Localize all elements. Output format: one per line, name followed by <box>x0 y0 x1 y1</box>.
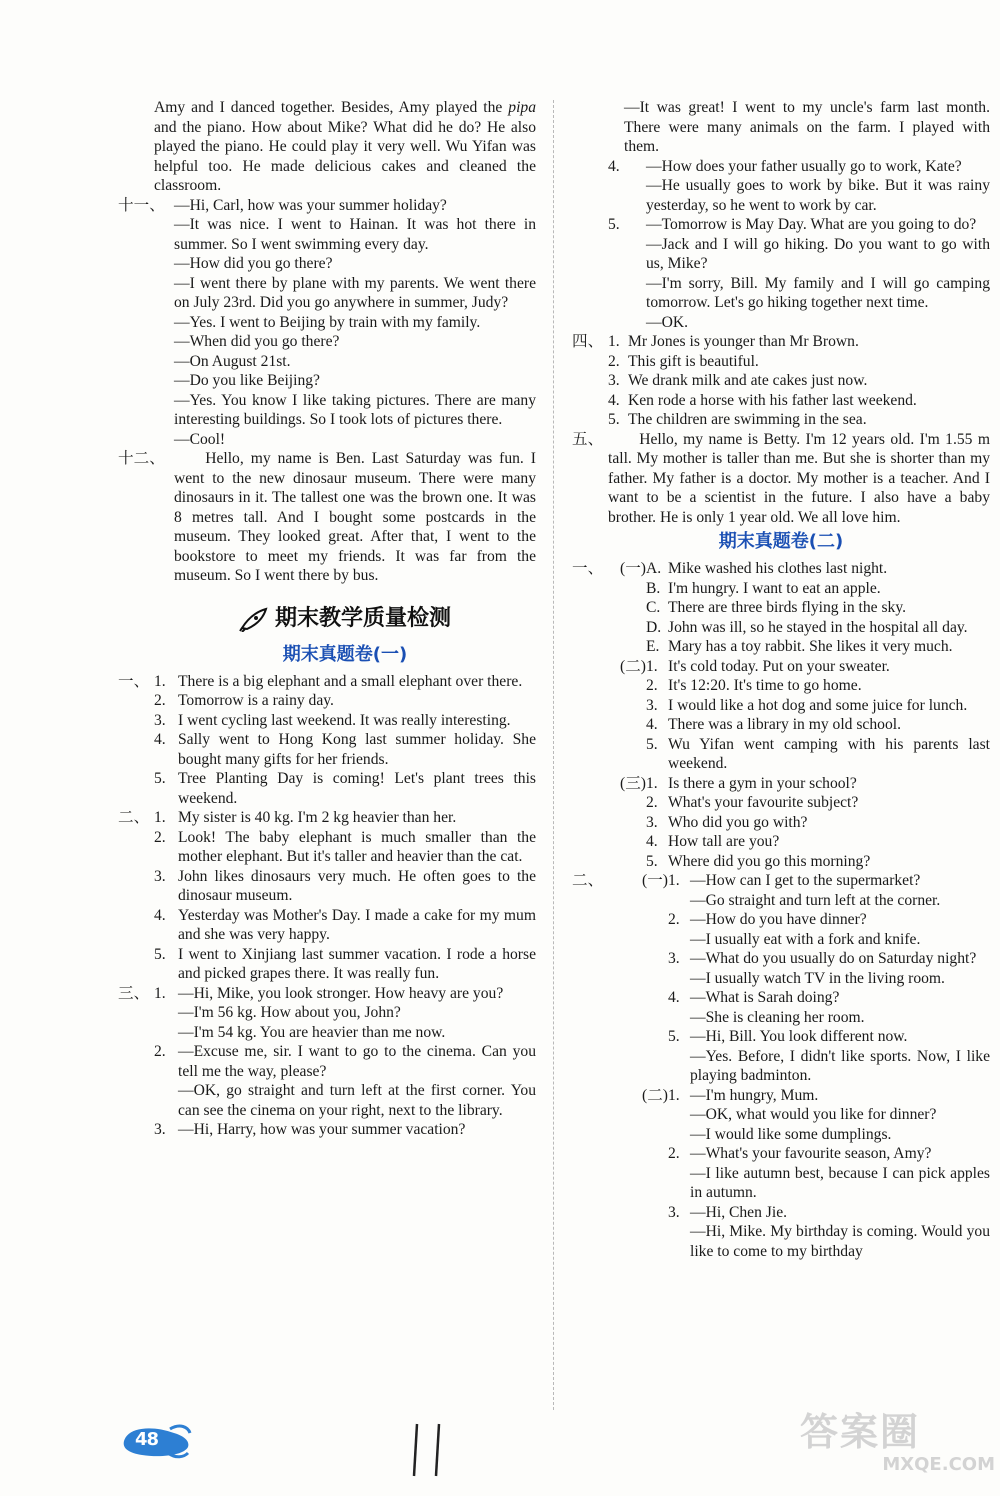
exam2-title: 期末真题卷(二) <box>718 531 844 552</box>
dialog-text: —OK, go straight and turn left at the first corner. You can see the cinema on your right, next to the library. <box>178 1082 536 1119</box>
item-number: 1. <box>154 672 166 690</box>
answer-item <box>572 1144 990 1203</box>
item-body <box>628 332 990 352</box>
item-body <box>178 828 536 867</box>
item-text: I went cycling last weekend. It was really interesting. <box>178 711 511 729</box>
dialog-text: —How do you have dinner? <box>690 911 867 928</box>
answer-item <box>572 657 990 677</box>
group-label: (三) <box>620 774 646 792</box>
dialog-text: —Hi, Bill. You look different now. <box>690 1028 908 1045</box>
section-mark: 十二、 <box>118 450 165 467</box>
item-number: 5. <box>608 411 620 428</box>
item-number: 1. <box>668 872 680 889</box>
answer-item <box>572 715 990 735</box>
item-body <box>690 871 990 910</box>
exam2-section-1 <box>572 559 990 871</box>
dialog-text: —I usually watch TV in the living room. <box>690 969 945 987</box>
answer-item <box>118 984 536 1043</box>
item-number: 2. <box>608 352 620 370</box>
item-body <box>178 691 536 711</box>
item-number: 2. <box>668 1145 680 1162</box>
section-mark: 十一、 <box>118 196 165 214</box>
item-body <box>668 813 990 833</box>
item-number: 5. <box>646 735 658 753</box>
item-body <box>178 808 536 828</box>
item-number: 2. <box>646 794 658 811</box>
dialog-text: —Hi, Mike. My birthday is coming. Would you like to come to my birthday <box>690 1223 990 1260</box>
answer-item <box>572 559 990 579</box>
dialog-text: —I went there by plane with my parents. We went there on July 23rd. Did you go anywhere in summer, Judy? <box>174 274 536 311</box>
item-body <box>668 559 990 579</box>
dialog-text: —When did you go there? <box>174 333 340 350</box>
item-body <box>668 715 990 735</box>
item-text: John likes dinosaurs very much. He often goes to the dinosaur museum. <box>178 867 536 904</box>
paragraph-text: Hello, my name is Ben. Last Saturday was fun. I went to the new dinosaur museum. There were many dinosaurs in it. The tallest one was the brown one. It was 8 metres tall. And I bought some postcards in the museum. They looked great. After that, I went to the bookstore to meet my friends. It was far from the museum. So I went there by bus. <box>174 450 536 584</box>
item-body <box>178 730 536 769</box>
item-number: 5. <box>608 216 620 233</box>
answer-item <box>572 910 990 949</box>
answer-item <box>572 618 990 638</box>
item-number: 5. <box>154 945 166 963</box>
item-number: 3. <box>154 711 166 729</box>
answer-item <box>572 676 990 696</box>
dialog-line <box>118 391 536 430</box>
item-number: B. <box>646 579 661 597</box>
item-body <box>690 1027 990 1086</box>
item-body <box>668 637 990 657</box>
item-text: Is there a gym in your school? <box>668 774 857 792</box>
item-number: 1. <box>154 984 166 1002</box>
section-mark: 二、 <box>572 872 604 889</box>
item-body <box>178 906 536 945</box>
item-body <box>178 945 536 984</box>
dialog-line <box>118 430 536 450</box>
answer-item <box>118 769 536 808</box>
answer-item <box>572 735 990 774</box>
item-text: Yesterday was Mother's Day. I made a cake for my mum and she was very happy. <box>178 906 536 943</box>
item-body <box>178 672 536 692</box>
section-11 <box>118 196 536 450</box>
item-body <box>178 1120 536 1140</box>
item-body <box>628 410 990 430</box>
item-body <box>690 1144 990 1203</box>
answer-item <box>572 793 990 813</box>
dialog-text: —Yes. I went to Beijing by train with my family. <box>174 313 481 331</box>
right-column <box>572 98 990 1261</box>
item-text: Sally went to Hong Kong last summer holiday. She bought many gifts for her friends. <box>178 731 536 768</box>
item-number: 3. <box>668 950 680 967</box>
dialog-text: —I would like some dumplings. <box>690 1125 892 1143</box>
answer-item <box>572 352 990 372</box>
item-number: E. <box>646 638 660 655</box>
group-label: (二) <box>642 1086 668 1104</box>
item-number: A. <box>646 560 662 577</box>
exam1-title: 期末真题卷(一) <box>282 643 408 665</box>
dialog-text: —Yes. Before, I didn't like sports. Now, I like playing badminton. <box>690 1047 990 1084</box>
paragraph-row <box>118 449 536 586</box>
dialog-line <box>118 313 536 333</box>
pipa-word: pipa <box>508 99 536 116</box>
item-number: 4. <box>646 716 658 733</box>
dialog-text: —Hi, Chen Jie. <box>690 1203 788 1221</box>
rocket-icon <box>239 606 269 632</box>
item-text: There are three birds flying in the sky. <box>668 599 907 616</box>
intro-paragraph: Amy and I danced together. Besides, Amy played the pipa and the piano. How about Mike? What did he do? He also played the piano. He could play it very well. Wu Yifan was helpful too. He made delicious cakes and cleaned the classroom. <box>154 99 536 194</box>
item-text: My sister is 40 kg. I'm 2 kg heavier than her. <box>178 809 457 826</box>
item-number: 3. <box>668 1203 680 1221</box>
left-column <box>118 98 536 1140</box>
section-mark: 一、 <box>572 560 604 577</box>
item-text: How tall are you? <box>668 833 780 850</box>
dialog-line <box>118 196 536 216</box>
dialog-line <box>118 274 536 313</box>
dialog-text: —OK, what would you like for dinner? <box>690 1106 937 1123</box>
item-body <box>690 910 990 949</box>
dialog-line <box>118 215 536 254</box>
answer-item <box>118 672 536 692</box>
dialog-text: —What is Sarah doing? <box>690 989 840 1006</box>
item-text: It's cold today. Put on your sweater. <box>668 657 890 675</box>
item-text: Mary has a toy rabbit. She likes it very much. <box>668 638 953 655</box>
answer-item <box>118 711 536 731</box>
dialog-text: —I'm 56 kg. How about you, John? <box>178 1004 401 1021</box>
dialog-text: —Yes. You know I like taking pictures. There are many interesting buildings. So I took lots of pictures there. <box>174 391 536 428</box>
answer-item <box>118 1120 536 1140</box>
item-body <box>178 769 536 808</box>
item-body <box>668 774 990 794</box>
item-text: Mr Jones is younger than Mr Brown. <box>628 333 859 350</box>
answer-item <box>118 906 536 945</box>
item-text: Mike washed his clothes last night. <box>668 560 888 577</box>
item-text: There is a big elephant and a small elephant over there. <box>178 672 523 690</box>
item-body <box>668 676 990 696</box>
answer-item <box>572 696 990 716</box>
item-body <box>178 867 536 906</box>
dialog-text: —Cool! <box>174 430 226 448</box>
answer-item <box>118 808 536 828</box>
item-text: I'm hungry. I want to eat an apple. <box>668 579 881 597</box>
item-body <box>646 157 990 216</box>
group-label: (一) <box>620 560 646 577</box>
item-body <box>628 352 990 372</box>
item-body <box>668 852 990 872</box>
item-number: C. <box>646 599 661 616</box>
item-number: 4. <box>646 833 658 850</box>
item-body <box>668 832 990 852</box>
dialog-text: —On August 21st. <box>174 352 291 370</box>
item-text: The children are swimming in the sea. <box>628 411 867 428</box>
answer-item <box>572 579 990 599</box>
answer-item <box>572 852 990 872</box>
dialog-text: —What's your favourite season, Amy? <box>690 1145 932 1162</box>
item-text: I went to Xinjiang last summer vacation. I rode a horse and picked grapes there. It was really fun. <box>178 945 536 982</box>
item-number: 4. <box>608 157 620 175</box>
item-number: 1. <box>608 333 620 350</box>
item-number: 4. <box>668 989 680 1006</box>
group-label: (二) <box>620 657 646 675</box>
item-body <box>668 735 990 774</box>
dialog-text: —I'm sorry, Bill. My family and I will go camping tomorrow. Let's go hiking together next time. <box>646 274 990 311</box>
item-text: Who did you go with? <box>668 813 808 831</box>
item-body <box>668 618 990 638</box>
item-body <box>668 579 990 599</box>
item-number: 3. <box>154 867 166 885</box>
dialog-text: —She is cleaning her room. <box>690 1008 865 1026</box>
item-body <box>690 1086 990 1145</box>
answer-item <box>572 332 990 352</box>
exam1-section-5 <box>572 430 990 528</box>
item-number: 1. <box>668 1086 680 1104</box>
dialog-text: —Hi, Carl, how was your summer holiday? <box>174 196 447 214</box>
dialog-text: —How does your father usually go to work, Kate? <box>646 157 962 175</box>
dialog-text: —Hi, Harry, how was your summer vacation? <box>178 1121 466 1138</box>
dialog-text: —Tomorrow is May Day. What are you going to do? <box>646 216 977 233</box>
answer-item <box>572 371 990 391</box>
item-number: 2. <box>668 911 680 928</box>
item-body <box>178 1042 536 1120</box>
answer-item <box>572 215 990 332</box>
exam1-section-1 <box>118 672 536 809</box>
item-text: Wu Yifan went camping with his parents last weekend. <box>668 735 990 772</box>
item-text: I would like a hot dog and some juice for lunch. <box>668 696 968 714</box>
exam1-section-4 <box>572 332 990 430</box>
answer-item <box>572 1086 990 1145</box>
item-number: 1. <box>646 774 658 792</box>
answer-item <box>572 871 990 910</box>
column-divider <box>553 100 554 1410</box>
dialog-line <box>118 332 536 352</box>
item-text: Tomorrow is a rainy day. <box>178 692 334 709</box>
answer-item <box>572 832 990 852</box>
item-body <box>628 371 990 391</box>
exam1-section-3-continued <box>572 157 990 333</box>
answer-item <box>118 867 536 906</box>
section-mark: 三、 <box>118 984 150 1002</box>
item-text: There was a library in my old school. <box>668 716 901 733</box>
item-number: 5. <box>646 852 658 870</box>
item-number: 5. <box>668 1028 680 1045</box>
exam2-section-2 <box>572 871 990 1261</box>
answer-item <box>572 391 990 411</box>
answer-item <box>572 1027 990 1086</box>
dialog-line <box>118 371 536 391</box>
answer-item <box>572 157 990 216</box>
answer-item <box>572 598 990 618</box>
dialog-line <box>118 254 536 274</box>
item-text: Ken rode a horse with his father last weekend. <box>628 391 917 409</box>
answer-item <box>118 730 536 769</box>
dialog-text: —Excuse me, sir. I want to go to the cinema. Can you tell me the way, please? <box>178 1043 536 1080</box>
answer-item <box>572 813 990 833</box>
page-number: 48 <box>135 1429 159 1450</box>
answer-item <box>118 945 536 984</box>
item-number: 3. <box>608 372 620 389</box>
item-text: Where did you go this morning? <box>668 852 871 870</box>
item-number: 4. <box>154 906 166 924</box>
item-body <box>690 949 990 988</box>
item-number: 3. <box>646 813 658 831</box>
dialog-text: —Do you like Beijing? <box>174 372 320 389</box>
watermark: 答案圈 MXQE.COM <box>800 1410 995 1475</box>
section-12 <box>118 449 536 586</box>
item-text: We drank milk and ate cakes just now. <box>628 372 868 389</box>
item-body <box>668 696 990 716</box>
dialog-text: —Jack and I will go hiking. Do you want to go with us, Mike? <box>646 235 990 272</box>
continued-answer: —It was great! I went to my uncle's farm last month. There were many animals on the farm. I played with them. <box>624 99 990 155</box>
item-body <box>690 988 990 1027</box>
section-title: 期末教学质量检测 <box>154 604 536 634</box>
group-label: (一) <box>642 872 668 889</box>
dialog-text: —What do you usually do on Saturday night? <box>690 950 977 967</box>
paragraph-row <box>572 430 990 528</box>
item-number: 1. <box>154 809 166 826</box>
item-body <box>668 657 990 677</box>
answer-item <box>572 637 990 657</box>
item-number: 5. <box>154 770 166 787</box>
dialog-text: —Hi, Mike, you look stronger. How heavy are you? <box>178 984 504 1002</box>
dialog-text: —He usually goes to work by bike. But it was rainy yesterday, so he went to work by car. <box>646 177 990 214</box>
item-text: What's your favourite subject? <box>668 794 859 811</box>
dialog-text: —How did you go there? <box>174 255 333 272</box>
dialog-text: —I usually eat with a fork and knife. <box>690 930 921 948</box>
paragraph-text: Hello, my name is Betty. I'm 12 years old. I'm 1.55 m tall. My mother is taller than me. But she is shorter than my father. My father is a doctor. My mother is a teacher. And I want to be a scientist in the future. I also have a baby brother. He is only 1 year old. We all love him. <box>608 430 990 526</box>
item-body <box>668 793 990 813</box>
answer-item <box>118 691 536 711</box>
answer-item <box>572 1203 990 1262</box>
section-mark: 一、 <box>118 672 150 690</box>
section-mark: 二、 <box>118 809 150 826</box>
section-mark: 四、 <box>572 333 604 350</box>
answer-item <box>118 828 536 867</box>
item-number: 3. <box>646 696 658 714</box>
dialog-text: —How can I get to the supermarket? <box>690 872 921 889</box>
item-number: 2. <box>154 828 166 846</box>
item-number: 3. <box>154 1121 166 1138</box>
item-text: Look! The baby elephant is much smaller than the mother elephant. But it's taller and heavier than the cat. <box>178 828 536 865</box>
dialog-text: —I like autumn best, because I can pick apples in autumn. <box>690 1164 990 1201</box>
item-number: 4. <box>608 391 620 409</box>
item-text: This gift is beautiful. <box>628 352 759 370</box>
answer-item <box>572 774 990 794</box>
handwritten-mark <box>405 1420 455 1480</box>
item-body <box>628 391 990 411</box>
item-text: Tree Planting Day is coming! Let's plant trees this weekend. <box>178 770 536 807</box>
item-text: It's 12:20. It's time to go home. <box>668 677 862 694</box>
item-number: 2. <box>154 1043 166 1060</box>
dialog-text: —OK. <box>646 313 689 331</box>
item-body <box>178 711 536 731</box>
dialog-text: —It was nice. I went to Hainan. It was hot there in summer. So I went swimming every day. <box>174 216 536 253</box>
dialog-text: —I'm 54 kg. You are heavier than me now. <box>178 1023 446 1041</box>
section-mark: 五、 <box>572 430 604 448</box>
item-body <box>178 984 536 1043</box>
item-number: 2. <box>154 692 166 709</box>
answer-item <box>572 949 990 988</box>
dialog-text: —Go straight and turn left at the corner. <box>690 891 941 909</box>
item-number: 4. <box>154 731 166 748</box>
item-text: John was ill, so he stayed in the hospital all day. <box>668 618 968 636</box>
item-body <box>646 215 990 332</box>
answer-item <box>572 988 990 1027</box>
exam1-section-3 <box>118 984 536 1140</box>
answer-item <box>572 410 990 430</box>
item-body <box>690 1203 990 1262</box>
dialog-text: —I'm hungry, Mum. <box>690 1086 819 1104</box>
answer-item <box>118 1042 536 1120</box>
item-number: 1. <box>646 657 658 675</box>
item-number: 2. <box>646 677 658 694</box>
exam1-section-2 <box>118 808 536 984</box>
item-number: D. <box>646 618 662 636</box>
dialog-line <box>118 352 536 372</box>
item-body <box>668 598 990 618</box>
